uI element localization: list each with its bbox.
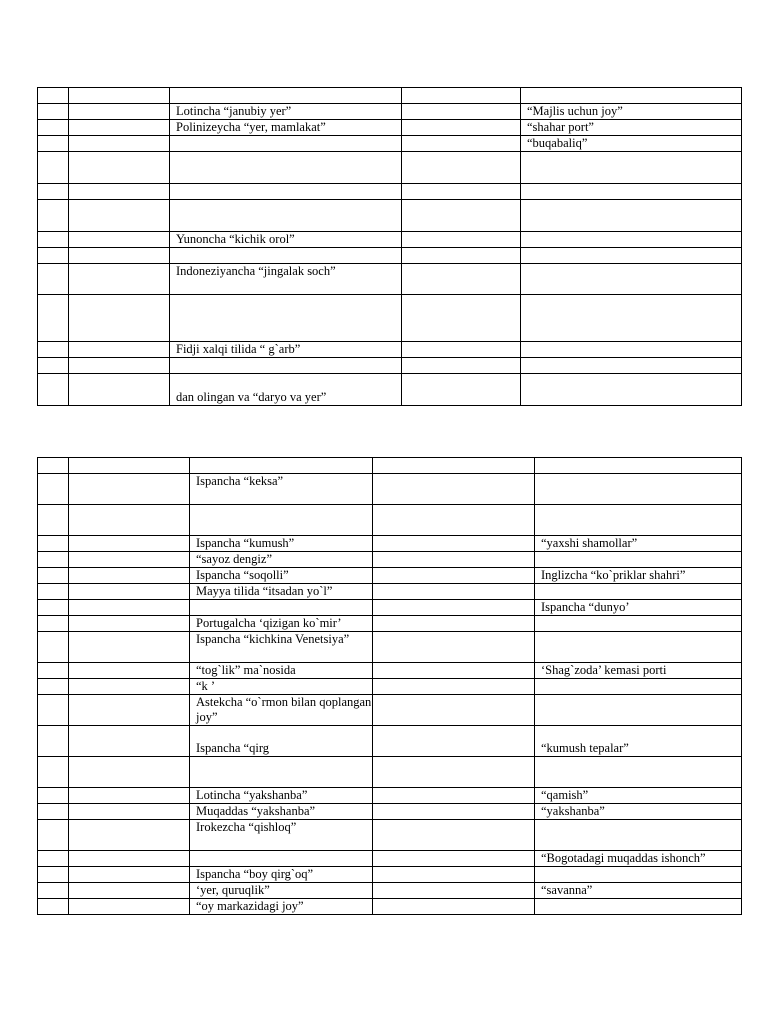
table-row [38,616,742,632]
table-row [38,184,742,200]
table-cell [373,883,535,899]
table-cell [69,505,190,536]
table-cell [535,695,742,726]
table-cell [521,152,742,184]
table-cell [373,505,535,536]
table-cell [69,552,190,568]
table-cell [373,584,535,600]
table-row [38,120,742,136]
table-cell [373,899,535,915]
table-row [38,568,742,584]
table-row [38,867,742,883]
table-row [38,136,742,152]
table-cell [170,358,402,374]
table-cell [535,584,742,600]
table-cell [170,200,402,232]
table-cell [38,264,69,295]
table-cell [521,374,742,406]
table-cell [38,632,69,663]
table-cell [170,136,402,152]
table-cell: “k ’ [190,679,373,695]
table-cell [373,568,535,584]
table-cell [535,505,742,536]
table-cell [69,536,190,552]
table-cell: “yaxshi shamollar” [535,536,742,552]
table-cell [521,358,742,374]
table-cell [38,616,69,632]
table-cell [38,342,69,358]
table-row [38,536,742,552]
table-cell [69,342,170,358]
table-row [38,200,742,232]
table-cell [373,695,535,726]
table-cell [38,726,69,757]
table-cell [38,584,69,600]
table-row [38,104,742,120]
table-cell [69,616,190,632]
table-cell [38,152,69,184]
table-cell [38,757,69,788]
table-cell [69,820,190,851]
table-cell: “tog`lik” ma`nosida [190,663,373,679]
table-row [38,757,742,788]
table-cell [38,200,69,232]
table-cell [38,851,69,867]
table-cell [373,820,535,851]
table-cell [535,458,742,474]
table-cell [190,458,373,474]
table-cell [38,883,69,899]
table-cell [69,295,170,342]
table-cell [69,88,170,104]
table-cell: Muqaddas “yakshanba” [190,804,373,820]
table-cell [170,248,402,264]
table-cell [373,616,535,632]
table-cell [521,248,742,264]
table-cell [402,248,521,264]
table-cell [535,632,742,663]
table-row [38,820,742,851]
table-cell [38,505,69,536]
table-cell [38,820,69,851]
table-row [38,851,742,867]
table-row [38,584,742,600]
table-cell [535,867,742,883]
table-cell: Ispancha “kichkina Venetsiya” [190,632,373,663]
table-cell [170,184,402,200]
table-cell: “oy markazidagi joy” [190,899,373,915]
table-cell [69,695,190,726]
table-cell [69,136,170,152]
table-cell [170,152,402,184]
table-row [38,232,742,248]
table-cell [535,616,742,632]
table-cell [38,867,69,883]
table-cell [38,568,69,584]
table-cell: Ispancha “keksa” [190,474,373,505]
table-2 [37,457,742,915]
table-cell [69,184,170,200]
table-cell [190,600,373,616]
table-cell [38,788,69,804]
table-cell [373,788,535,804]
table-cell [38,248,69,264]
table-cell [69,152,170,184]
table-row [38,88,742,104]
table-cell [38,899,69,915]
table-cell [535,679,742,695]
table-cell: Ispancha “qirg [190,726,373,757]
table-row [38,883,742,899]
table-row [38,474,742,505]
table-cell [38,474,69,505]
table-cell [69,726,190,757]
table-cell [521,184,742,200]
table-cell [373,474,535,505]
table-cell: Ispancha “dunyo’ [535,600,742,616]
table-row [38,899,742,915]
table-cell [373,536,535,552]
table-cell: Polinizeycha “yer, mamlakat” [170,120,402,136]
table-cell [373,552,535,568]
table-row [38,726,742,757]
table-cell [69,867,190,883]
table-cell: “kumush tepalar” [535,726,742,757]
table-cell [69,120,170,136]
table-row [38,374,742,406]
table-cell [69,358,170,374]
table-cell [535,552,742,568]
table-cell [69,788,190,804]
table-cell [373,867,535,883]
table-cell [69,851,190,867]
table-cell: “Majlis uchun joy” [521,104,742,120]
table-cell: dan olingan va “daryo va yer” [170,374,402,406]
table-cell [373,804,535,820]
table-cell [69,584,190,600]
table-row [38,505,742,536]
table-cell [69,679,190,695]
table-cell [402,104,521,120]
table-cell [38,358,69,374]
table-cell [402,120,521,136]
table-cell [535,474,742,505]
table-cell [38,374,69,406]
table-cell [38,104,69,120]
table-cell [521,200,742,232]
table-cell [38,458,69,474]
table-cell [402,200,521,232]
table-cell [402,232,521,248]
table-cell [69,232,170,248]
table-row [38,600,742,616]
table-cell: “savanna” [535,883,742,899]
table-cell: Ispancha “boy qirg`oq” [190,867,373,883]
table-cell [402,152,521,184]
table-row [38,663,742,679]
table-cell [402,374,521,406]
table-cell [69,899,190,915]
table-row [38,342,742,358]
table-cell [69,663,190,679]
table-cell [402,358,521,374]
table-cell: Lotincha “yakshanba” [190,788,373,804]
table-cell: Ispancha “kumush” [190,536,373,552]
table-cell [190,757,373,788]
table-row [38,788,742,804]
table-cell [38,295,69,342]
table-cell [402,136,521,152]
table-cell: Inglizcha “ko`priklar shahri” [535,568,742,584]
table-cell [69,458,190,474]
table-cell [38,552,69,568]
table-row [38,248,742,264]
table-cell [69,804,190,820]
table-cell: Indoneziyancha “jingalak soch” [170,264,402,295]
table-cell [402,295,521,342]
table-cell [170,295,402,342]
table-cell: “Bogotadagi muqaddas ishonch” [535,851,742,867]
table-cell: ‘yer, quruqlik” [190,883,373,899]
table-cell [190,851,373,867]
table-cell [373,757,535,788]
table-cell [69,200,170,232]
table-cell [521,232,742,248]
table-cell: “buqabaliq” [521,136,742,152]
table-cell [535,757,742,788]
table-cell: “yakshanba” [535,804,742,820]
table-1 [37,87,742,406]
table-cell: ‘Shag`zoda’ kemasi porti [535,663,742,679]
table-cell [373,600,535,616]
table-cell [521,88,742,104]
table-cell [38,232,69,248]
table-cell [38,804,69,820]
table-cell [38,600,69,616]
table-cell: “qamish” [535,788,742,804]
table-row [38,295,742,342]
table-cell [38,663,69,679]
table-cell [69,600,190,616]
table-cell: Astekcha “o`rmon bilan qoplangan joy” [190,695,373,726]
table-cell [373,679,535,695]
table-cell [535,820,742,851]
table-row [38,552,742,568]
table-cell [69,883,190,899]
table-cell [69,474,190,505]
table-cell [38,536,69,552]
table-row [38,264,742,295]
table-cell [535,899,742,915]
table-cell: “shahar port” [521,120,742,136]
table-cell: Portugalcha ‘qizigan ko`mir’ [190,616,373,632]
table-cell [69,632,190,663]
table-cell [402,184,521,200]
table-cell [69,757,190,788]
table-cell [521,342,742,358]
table-cell [402,342,521,358]
table-cell: Irokezcha “qishloq” [190,820,373,851]
table-cell [402,88,521,104]
table-cell [38,679,69,695]
table-row [38,695,742,726]
table-cell [373,726,535,757]
table-cell [402,264,521,295]
table-cell: Ispancha “soqolli” [190,568,373,584]
table-cell: Yunoncha “kichik orol” [170,232,402,248]
table-cell [373,851,535,867]
table-cell [170,88,402,104]
table-row [38,152,742,184]
table-row [38,804,742,820]
table-cell [521,264,742,295]
table-cell: Lotincha “janubiy yer” [170,104,402,120]
table-row [38,358,742,374]
table-row [38,632,742,663]
table-cell: Mayya tilida “itsadan yo`l” [190,584,373,600]
table-cell [38,695,69,726]
table-cell [38,136,69,152]
table-cell: Fidji xalqi tilida “ g`arb” [170,342,402,358]
table-row [38,679,742,695]
table-cell [38,120,69,136]
table-cell [69,264,170,295]
table-cell [69,248,170,264]
table-cell [38,184,69,200]
table-row [38,458,742,474]
table-cell [38,88,69,104]
table-cell [69,374,170,406]
table-cell [521,295,742,342]
table-cell [373,458,535,474]
table-cell [190,505,373,536]
table-cell [69,568,190,584]
table-cell [69,104,170,120]
table-cell: “sayoz dengiz” [190,552,373,568]
table-cell [373,663,535,679]
table-cell [373,632,535,663]
